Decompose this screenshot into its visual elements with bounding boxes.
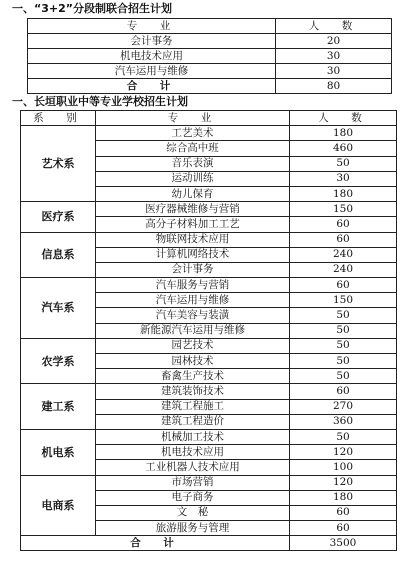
header-count: 人 数 (276, 19, 392, 34)
count-cell: 30 (276, 64, 392, 79)
major-cell: 计算机网络技术 (96, 247, 290, 262)
header-count: 人 数 (290, 111, 397, 126)
table-row (21, 232, 397, 247)
major-cell: 旅游服务与管理 (96, 521, 290, 536)
header-major: 专 业 (28, 19, 276, 34)
count-cell: 50 (290, 308, 397, 323)
dept-cell: 农学系 (21, 338, 96, 384)
count-cell: 120 (290, 445, 397, 460)
major-cell: 运动训练 (96, 171, 290, 186)
count-cell: 60 (290, 278, 397, 293)
major-cell: 建筑工程造价 (96, 414, 290, 429)
table-row (28, 34, 392, 49)
total-row (28, 79, 392, 94)
count-cell: 50 (290, 338, 397, 353)
major-cell: 市场营销 (96, 475, 290, 490)
major-cell: 机电技术应用 (28, 49, 276, 64)
count-cell: 60 (290, 232, 397, 247)
count-cell: 60 (290, 521, 397, 536)
count-cell: 150 (290, 202, 397, 217)
major-cell: 医疗器械维修与营销 (96, 202, 290, 217)
count-cell: 20 (276, 34, 392, 49)
major-cell: 新能源汽车运用与维修 (96, 323, 290, 338)
count-cell: 50 (290, 323, 397, 338)
count-cell: 180 (290, 490, 397, 505)
major-cell: 园艺技术 (96, 338, 290, 353)
major-cell: 物联网技术应用 (96, 232, 290, 247)
count-cell: 50 (290, 156, 397, 171)
total-label: 合 计 (28, 79, 276, 94)
table-header-row (21, 111, 397, 126)
major-cell: 工艺美术 (96, 126, 290, 141)
total-row (21, 536, 397, 551)
table-row (21, 384, 397, 399)
total-count: 80 (276, 79, 392, 94)
count-cell: 50 (290, 369, 397, 384)
major-cell: 建筑工程施工 (96, 399, 290, 414)
joint-enrollment-table (27, 18, 392, 94)
count-cell: 30 (290, 171, 397, 186)
major-cell: 幼儿保育 (96, 186, 290, 201)
dept-cell: 医疗系 (21, 202, 96, 232)
count-cell: 180 (290, 126, 397, 141)
table-row (28, 49, 392, 64)
section2-title: 一、长垣职业中等专业学校招生计划 (12, 95, 188, 108)
major-cell: 综合高中班 (96, 141, 290, 156)
count-cell: 270 (290, 399, 397, 414)
count-cell: 60 (290, 384, 397, 399)
major-cell: 会计事务 (28, 34, 276, 49)
major-cell: 电子商务 (96, 490, 290, 505)
count-cell: 50 (290, 354, 397, 369)
major-cell: 汽车运用与维修 (28, 64, 276, 79)
table-header-row (28, 19, 392, 34)
major-cell: 机电技术应用 (96, 445, 290, 460)
table-body (21, 126, 397, 551)
count-cell: 100 (290, 460, 397, 475)
total-label: 合 计 (21, 536, 290, 551)
count-cell: 240 (290, 247, 397, 262)
total-count: 3500 (290, 536, 397, 551)
count-cell: 60 (290, 505, 397, 520)
major-cell: 园林技术 (96, 354, 290, 369)
count-cell: 50 (290, 429, 397, 444)
major-cell: 机械加工技术 (96, 429, 290, 444)
count-cell: 150 (290, 293, 397, 308)
major-cell: 高分子材料加工工艺 (96, 217, 290, 232)
table-row (21, 126, 397, 141)
school-enrollment-table (20, 110, 397, 551)
count-cell: 360 (290, 414, 397, 429)
major-cell: 音乐表演 (96, 156, 290, 171)
dept-cell: 电商系 (21, 475, 96, 536)
count-cell: 30 (276, 49, 392, 64)
table-body (28, 34, 392, 94)
header-dept: 系 别 (21, 111, 96, 126)
major-cell: 文 秘 (96, 505, 290, 520)
table-row (21, 475, 397, 490)
major-cell: 工业机器人技术应用 (96, 460, 290, 475)
dept-cell: 机电系 (21, 429, 96, 475)
count-cell: 60 (290, 217, 397, 232)
count-cell: 240 (290, 262, 397, 277)
header-major: 专 业 (96, 111, 290, 126)
major-cell: 汽车运用与维修 (96, 293, 290, 308)
major-cell: 畜禽生产技术 (96, 369, 290, 384)
major-cell: 建筑装饰技术 (96, 384, 290, 399)
major-cell: 汽车美容与装潢 (96, 308, 290, 323)
dept-cell: 汽车系 (21, 278, 96, 339)
major-cell: 汽车服务与营销 (96, 278, 290, 293)
table-row (28, 64, 392, 79)
table-row (21, 338, 397, 353)
count-cell: 120 (290, 475, 397, 490)
table-row (21, 278, 397, 293)
count-cell: 460 (290, 141, 397, 156)
table-row (21, 429, 397, 444)
dept-cell: 建工系 (21, 384, 96, 430)
major-cell: 会计事务 (96, 262, 290, 277)
table-row (21, 202, 397, 217)
dept-cell: 信息系 (21, 232, 96, 278)
dept-cell: 艺术系 (21, 126, 96, 202)
count-cell: 180 (290, 186, 397, 201)
section1-title: 一、“3+2”分段制联合招生计划 (12, 2, 172, 15)
